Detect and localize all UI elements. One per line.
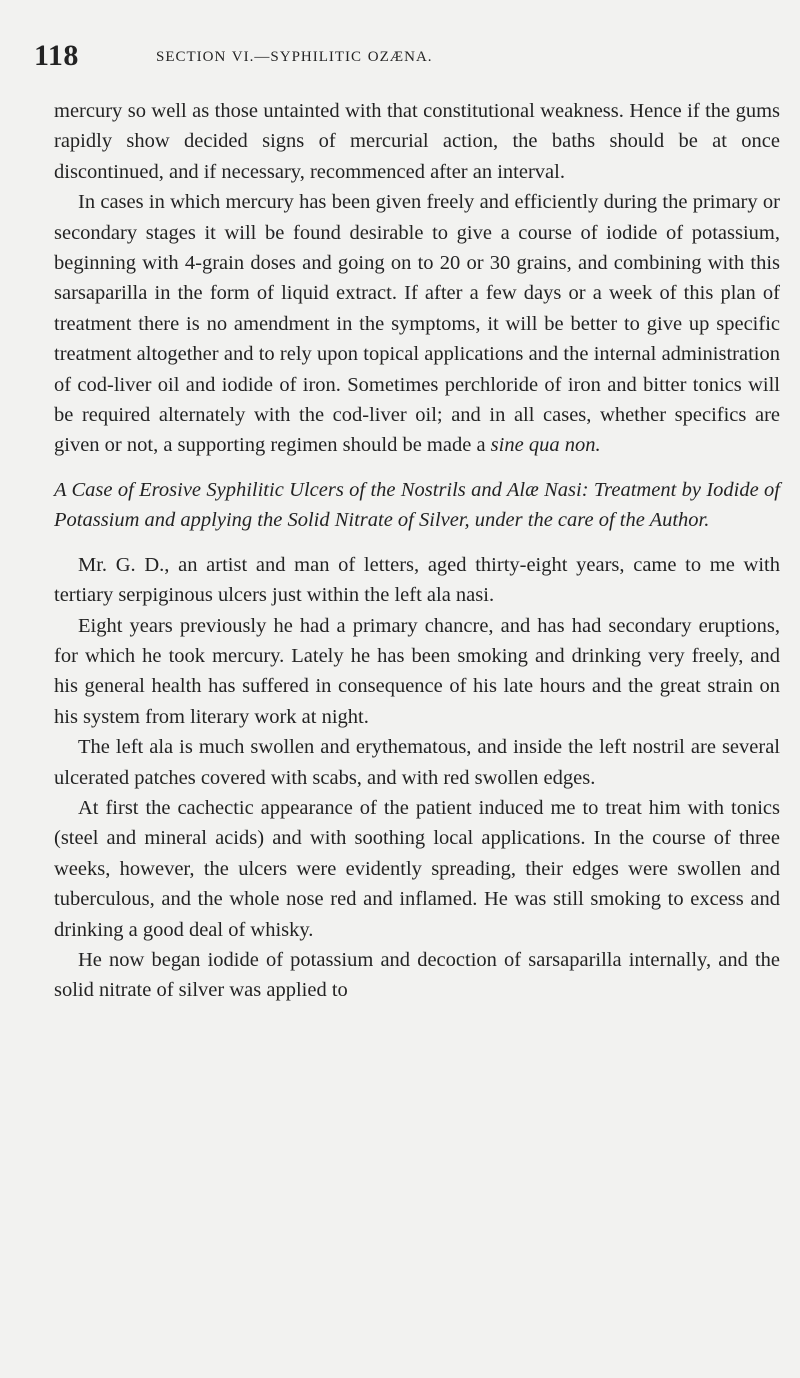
- paragraph-1: mercury so well as those untainted with that constitutional weakness. Hence if the gums rapidly show decided signs of mercurial action, the baths should be at once discontinued, and if necessary, recommenced after an interval.: [54, 100, 780, 183]
- running-head: SECTION VI.—SYPHILITIC OZÆNA.: [156, 49, 433, 65]
- paragraph-5: The left ala is much swollen and erythematous, and inside the left nostril are several ulcerated patches covered with scabs, and with red swollen edges.: [54, 736, 780, 789]
- paragraph-3: Mr. G. D., an artist and man of letters, aged thirty-eight years, came to me with tertiary serpiginous ulcers just within the left ala nasi.: [54, 553, 780, 607]
- paragraph-2-italic: sine qua non.: [490, 434, 601, 457]
- paragraph-2: [54, 187, 780, 461]
- page-header: [34, 38, 768, 78]
- case-title: A Case of Erosive Syphilitic Ulcers of the Nostrils and Alæ Nasi: Treatment by Iodide of Potassium and applying the Solid Nitrate of Silver, under the care of the Author.: [54, 478, 780, 532]
- paragraph-7: He now began iodide of potassium and decoction of sarsaparilla internally, and the solid nitrate of silver was applied to: [54, 948, 780, 1002]
- paragraph-2-text: In cases in which mercury has been given freely and efficiently during the primary or secondary stages it will be found desirable to give a course of iodide of potassium, beginning with 4-grain doses and going on to 20 or 30 grains, and combining with this sarsaparilla in the form of liquid extract. If after a few days or a week of this plan of treatment there is no amendment in the symptoms, it will be better to give up specific treatment altogether and to rely upon topical applications and the internal administration of cod-liver oil and iodide of iron. Sometimes perchloride of iron and bitter tonics will be required alternately with the cod-liver oil; and in all cases, whether specifics are given or not, a supporting regimen should be made a: [54, 191, 780, 457]
- paragraph-6: At first the cachectic appearance of the patient induced me to treat him with tonics (steel and mineral acids) and with soothing local applications. In the course of three weeks, however, the ulcers were evidently spreading, their edges were swollen and tuberculous, and the whole nose red and inflamed. He was still smoking to excess and drinking a good deal of whisky.: [54, 796, 780, 941]
- body-text: [54, 96, 780, 1006]
- page-number: 118: [34, 39, 79, 72]
- paragraph-4: Eight years previously he had a primary chancre, and has had secondary eruptions, for which he took mercury. Lately he has been smoking and drinking very freely, and his general health has suffered in consequence of his late hours and the great strain on his system from literary work at night.: [54, 614, 780, 728]
